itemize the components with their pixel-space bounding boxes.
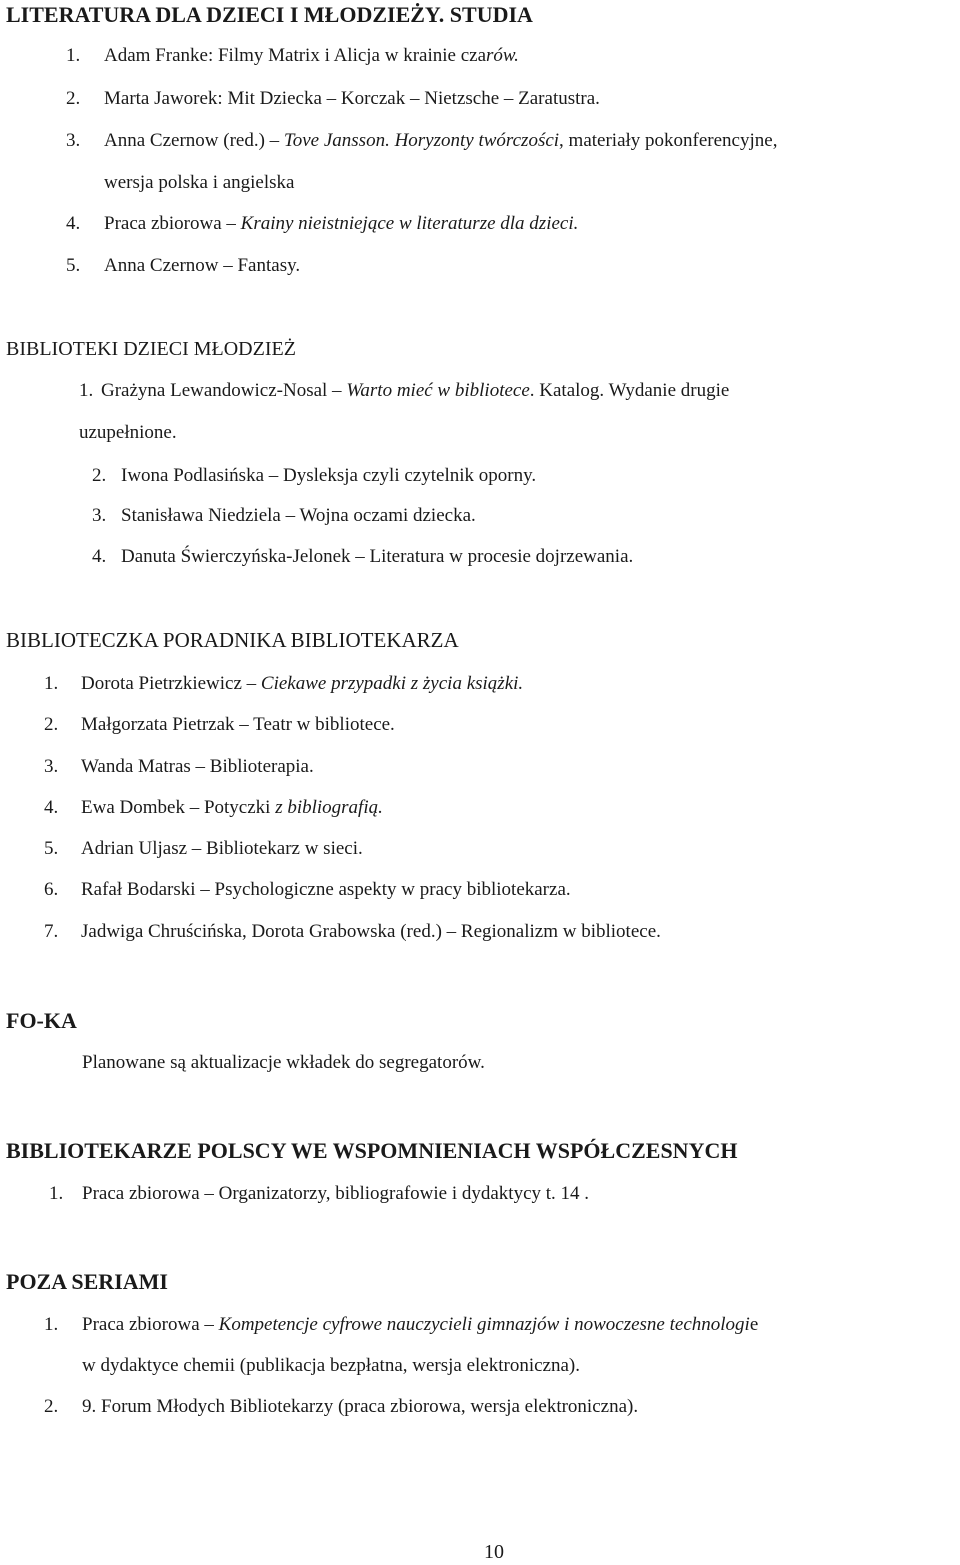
list-item-number: 6.: [44, 879, 59, 900]
list-item: Ewa Dombek – Potyczki z bibliografią.: [81, 797, 383, 818]
list-item: Grażyna Lewandowicz-Nosal – Warto mieć w bibliotece. Katalog. Wydanie drugie: [101, 380, 730, 401]
list-item-continuation: w dydaktyce chemii (publikacja bezpłatna, wersja elektroniczna).: [82, 1355, 580, 1376]
section-heading-biblioteczka: BIBLIOTECZKA PORADNIKA BIBLIOTEKARZA: [6, 628, 459, 652]
list-item: Małgorzata Pietrzak – Teatr w bibliotece.: [81, 714, 395, 735]
list-item-number: 1.: [66, 45, 81, 66]
list-item-number: 4.: [44, 797, 59, 818]
list-item: Adrian Uljasz – Bibliotekarz w sieci.: [81, 838, 363, 859]
list-item: Dorota Pietrzkiewicz – Ciekawe przypadki z życia książki.: [81, 673, 524, 694]
section-heading-literatura: LITERATURA DLA DZIECI I MŁODZIEŻY. STUDIA: [6, 2, 533, 27]
section-heading-biblioteki: BIBLIOTEKI DZIECI MŁODZIEŻ: [6, 338, 296, 360]
section-heading-poza-seriami: POZA SERIAMI: [6, 1269, 168, 1294]
list-item: Rafał Bodarski – Psychologiczne aspekty w pracy bibliotekarza.: [81, 879, 571, 900]
list-item-number: 2.: [92, 465, 107, 486]
list-item: 9. Forum Młodych Bibliotekarzy (praca zbiorowa, wersja elektroniczna).: [82, 1396, 639, 1417]
list-item: Anna Czernow – Fantasy.: [104, 255, 301, 276]
list-item-continuation: wersja polska i angielska: [104, 172, 295, 193]
list-item-number: 3.: [66, 130, 81, 151]
list-item-number: 1.: [44, 673, 59, 694]
list-item-number: 2.: [44, 714, 59, 735]
section-heading-bibliotekarze: BIBLIOTEKARZE POLSCY WE WSPOMNIENIACH WSPÓŁCZESNYCH: [6, 1138, 738, 1163]
list-item: Adam Franke: Filmy Matrix i Alicja w krainie czarów.: [104, 45, 519, 66]
list-item-number: 3.: [44, 756, 59, 777]
list-item-number: 2.: [66, 88, 81, 109]
list-item: Stanisława Niedziela – Wojna oczami dziecka.: [121, 505, 476, 526]
list-item-continuation: uzupełnione.: [79, 422, 177, 443]
list-item-number: 1.: [79, 380, 94, 401]
list-item-number: 7.: [44, 921, 59, 942]
list-item-number: 3.: [92, 505, 107, 526]
list-item: Praca zbiorowa – Krainy nieistniejące w literaturze dla dzieci.: [104, 213, 579, 234]
list-item-number: 5.: [44, 838, 59, 859]
list-item: Wanda Matras – Biblioterapia.: [81, 756, 314, 777]
section-heading-fo-ka: FO-KA: [6, 1008, 77, 1033]
list-item-number: 2.: [44, 1396, 59, 1417]
page-number: 10: [484, 1541, 504, 1563]
list-item-number: 1.: [44, 1314, 59, 1335]
list-item-number: 4.: [66, 213, 81, 234]
list-item-number: 5.: [66, 255, 81, 276]
list-item-number: 4.: [92, 546, 107, 567]
list-item-number: 1.: [49, 1183, 64, 1204]
list-item: Praca zbiorowa – Kompetencje cyfrowe nauczycieli gimnazjów i nowoczesne technologie: [82, 1314, 759, 1335]
list-item: Praca zbiorowa – Organizatorzy, bibliografowie i dydaktycy t. 14 .: [82, 1183, 590, 1204]
section-note: Planowane są aktualizacje wkładek do segregatorów.: [82, 1052, 485, 1073]
list-item: Marta Jaworek: Mit Dziecka – Korczak – Nietzsche – Zaratustra.: [104, 88, 600, 109]
list-item: Iwona Podlasińska – Dysleksja czyli czytelnik oporny.: [121, 465, 537, 486]
list-item: Danuta Świerczyńska-Jelonek – Literatura w procesie dojrzewania.: [121, 546, 634, 567]
list-item: Jadwiga Chruścińska, Dorota Grabowska (red.) – Regionalizm w bibliotece.: [81, 921, 661, 942]
list-item: Anna Czernow (red.) – Tove Jansson. Horyzonty twórczości, materiały pokonferencyjne,: [104, 130, 778, 151]
